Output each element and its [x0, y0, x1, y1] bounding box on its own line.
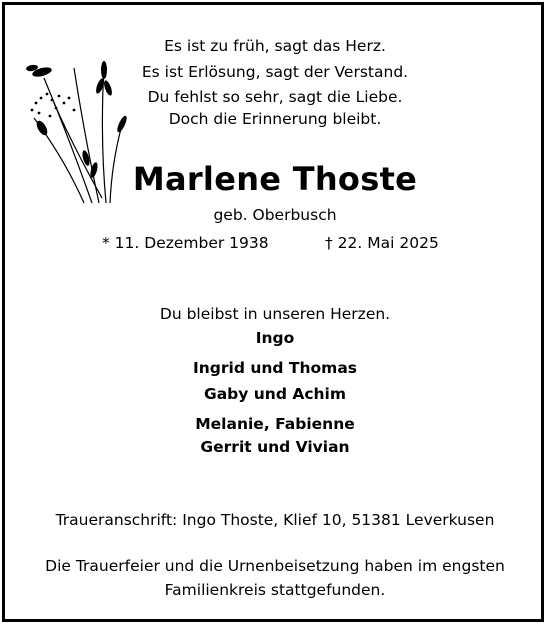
- birth-date: * 11. Dezember 1938: [102, 234, 269, 252]
- notice-line-1: Die Trauerfeier und die Urnenbeisetzung haben im engsten: [45, 557, 505, 575]
- mourner-2: Ingrid und Thomas: [193, 359, 357, 377]
- poem-line-2: Es ist Erlösung, sagt der Verstand.: [141, 63, 409, 81]
- mourner-4: Melanie, Fabienne: [195, 415, 355, 433]
- mourner-1: Ingo: [255, 329, 295, 347]
- farewell-text: Du bleibst in unseren Herzen.: [159, 305, 391, 323]
- mourning-address: Traueranschrift: Ingo Thoste, Klief 10, 51381 Leverkusen: [55, 511, 495, 529]
- poem-line-3: Du fehlst so sehr, sagt die Liebe.: [147, 88, 403, 106]
- notice-line-2: Familienkreis stattgefunden.: [164, 581, 386, 599]
- mourner-3: Gaby und Achim: [203, 385, 347, 403]
- death-date: † 22. Mai 2025: [325, 234, 439, 252]
- birth-name: geb. Oberbusch: [213, 206, 337, 224]
- mourner-5: Gerrit und Vivian: [200, 438, 350, 456]
- deceased-name: Marlene Thoste: [132, 160, 418, 198]
- poem-line-1: Es ist zu früh, sagt das Herz.: [164, 37, 386, 55]
- poem-line-4: Doch die Erinnerung bleibt.: [168, 110, 382, 128]
